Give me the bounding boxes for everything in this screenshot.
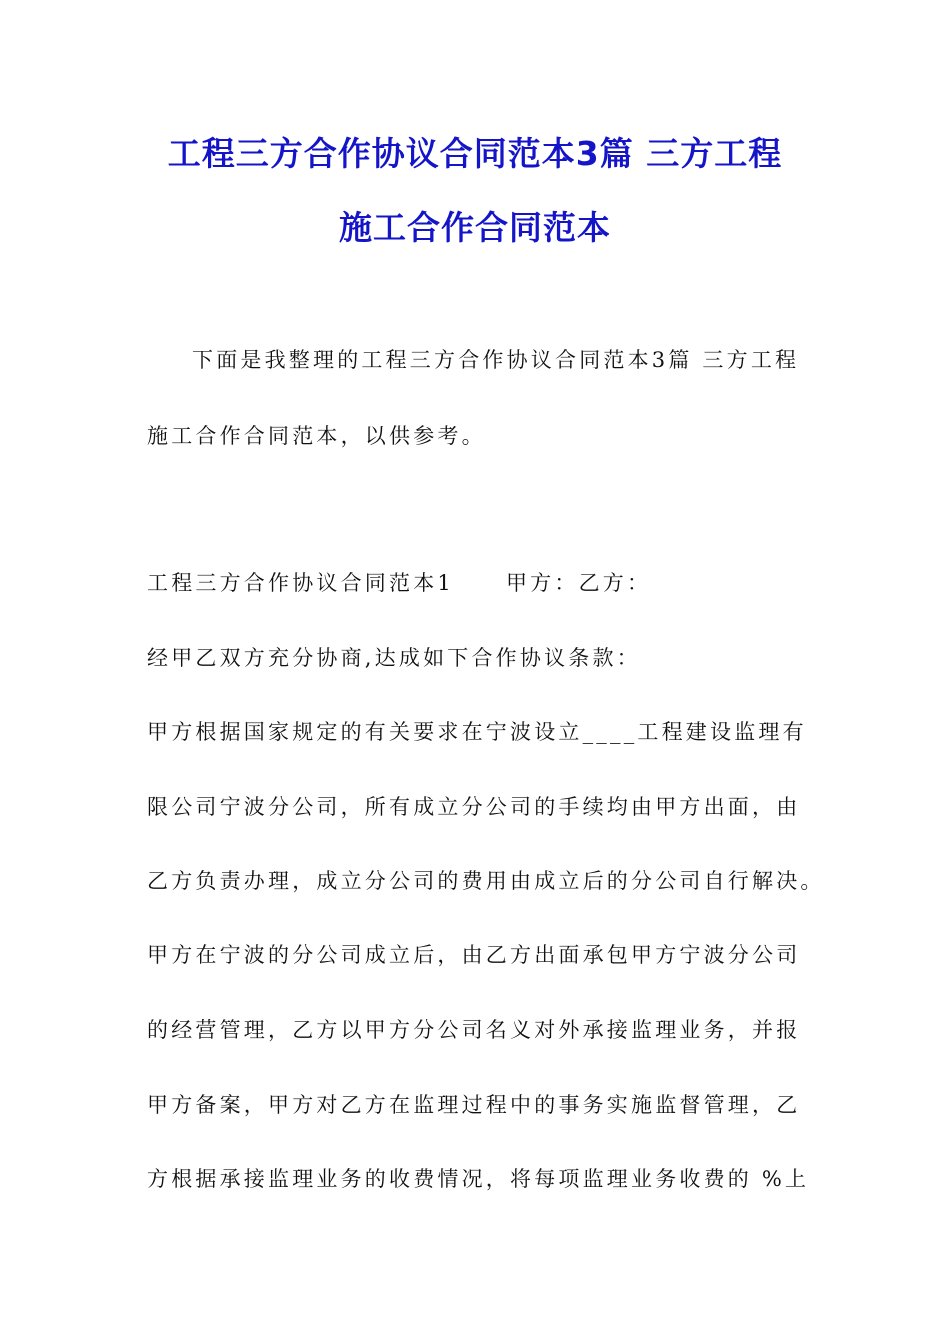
body-line: 方根据承接监理业务的收费情况，将每项监理业务收费的 %上 (147, 1167, 810, 1191)
parties-line: 甲方：乙方： (505, 571, 652, 595)
intro-paragraph-line-2: 施工合作合同范本，以供参考。 (147, 424, 486, 448)
body-line: 限公司宁波分公司，所有成立分公司的手续均由甲方出面，由 (147, 795, 801, 819)
document-title-line-1: 工程三方合作协议合同范本3篇 三方工程 (167, 134, 783, 173)
section-heading: 工程三方合作协议合同范本1 (147, 571, 454, 595)
body-line: 乙方负责办理，成立分公司的费用由成立后的分公司自行解决。 (147, 869, 825, 893)
body-line: 经甲乙双方充分协商,达成如下合作协议条款： (147, 646, 641, 670)
body-line: 甲方备案，甲方对乙方在监理过程中的事务实施监督管理，乙 (147, 1093, 801, 1117)
body-line: 甲方根据国家规定的有关要求在宁波设立____工程建设监理有 (147, 720, 807, 744)
document-title-line-2: 施工合作合同范本 (339, 208, 611, 247)
section-heading-row (147, 568, 827, 598)
intro-paragraph-line-1: 下面是我整理的工程三方合作协议合同范本3篇 三方工程 (192, 348, 800, 372)
body-line: 甲方在宁波的分公司成立后，由乙方出面承包甲方宁波分公司 (147, 943, 801, 967)
body-line: 的经营管理，乙方以甲方分公司名义对外承接监理业务，并报 (147, 1018, 801, 1042)
